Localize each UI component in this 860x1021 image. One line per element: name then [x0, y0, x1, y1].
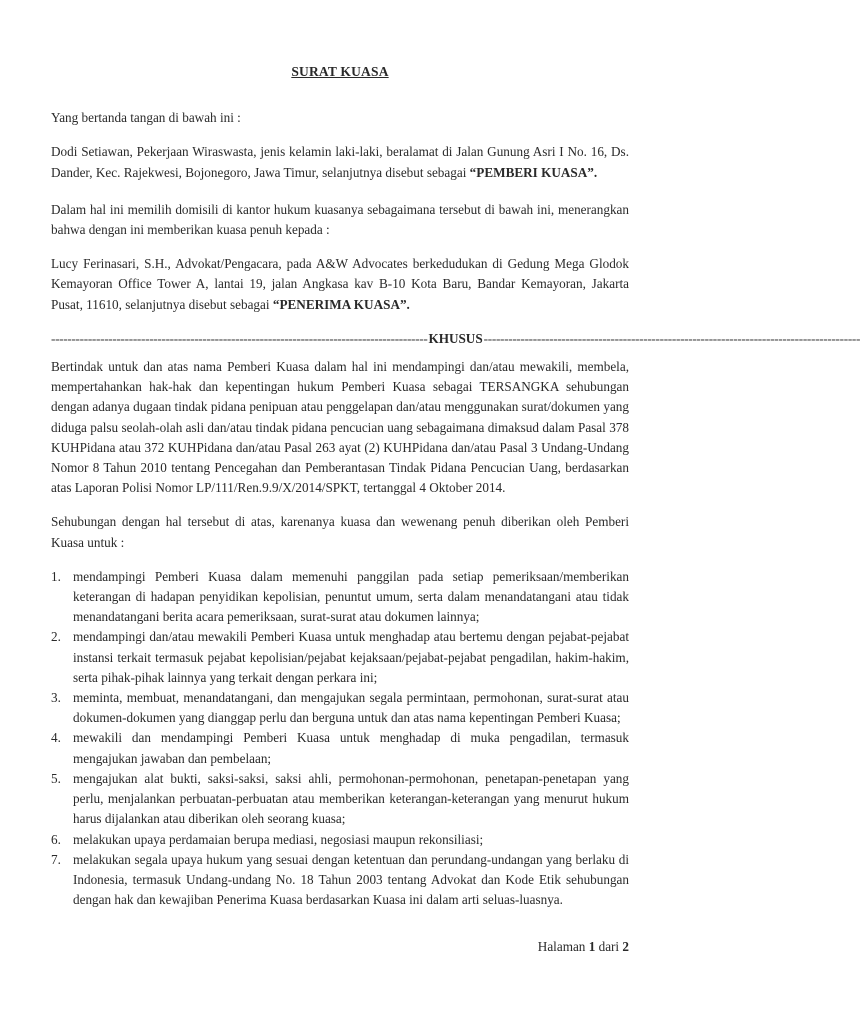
list-item-text: meminta, membuat, menandatangani, dan mengajukan segala permintaan, permohonan, surat-surat atau dokumen-dokumen yang dianggap perlu dan berguna untuk dan atas nama kepentingan Pemberi Kuasa; [73, 690, 629, 726]
list-item [51, 627, 629, 688]
page-number [538, 937, 629, 957]
list-item-text: mendampingi dan/atau mewakili Pemberi Kuasa untuk menghadap atau bertemu dengan pejabat-pejabat instansi terkait termasuk pejabat kepolisian/pejabat kejaksaan/pejabat-pejabat pengadilan, hakim-hakim, serta pihak-pihak lainnya yang terkait dengan perkara ini; [73, 629, 629, 685]
grantor-label: “PEMBERI KUASA”. [469, 164, 598, 180]
grantor-paragraph [51, 142, 629, 182]
document-title: SURAT KUASA [291, 64, 389, 79]
list-item [51, 567, 629, 628]
opening-line: Yang bertanda tangan di bawah ini : [51, 110, 241, 126]
section-divider [51, 329, 860, 349]
divider-dashes-right: -------------------------------------------------------------------------------------------- [483, 330, 860, 346]
page-prefix: Halaman [537, 939, 589, 954]
list-item-text: mendampingi Pemberi Kuasa dalam memenuhi panggilan pada setiap pemeriksaan/memberikan keterangan di hadapan penyidikan kepolisian, penuntut umum, serta dalam menandatangani atau tidak menandatangani berita acara pemeriksaan, surat-surat atau dokumen lainnya; [73, 568, 629, 625]
list-item-text: mewakili dan mendampingi Pemberi Kuasa untuk menghadap di muka pengadilan, termasuk mengajukan jawaban dan pembelaan; [73, 730, 629, 766]
divider-dashes-left: -------------------------------------------------------------------------------------------- [51, 330, 428, 346]
page-separator: dari [595, 939, 623, 954]
list-item [51, 769, 629, 830]
list-item [51, 728, 629, 768]
document-page [51, 62, 860, 910]
list-item-number: 6. [51, 831, 61, 847]
grantor-text: Dodi Setiawan, Pekerjaan Wiraswasta, jenis kelamin laki-laki, beralamat di Jalan Gunung Asri I No. 16, Ds. Dander, Kec. Rajekwesi, Bojonegoro, Jawa Timur, selanjutnya disebut sebagai [51, 144, 629, 180]
list-item [51, 830, 629, 850]
section-label: KHUSUS [428, 330, 483, 346]
list-item-number: 5. [51, 770, 61, 786]
special-paragraph: Bertindak untuk dan atas nama Pemberi Kuasa dalam hal ini mendampingi dan/atau mewakili, membela, mempertahankan hak-hak dan kepentingan hukum Pemberi Kuasa sebagai TERSANGKA sehubungan dengan adanya dugaan tindak pidana penipuan atau penggelapan dan/atau menggunakan surat/dokumen yang diduga palsu seolah-olah asli dan/atau tindak pidana pencucian uang sebagaimana dimaksud dalam Pasal 378 KUHPidana atau 372 KUHPidana dan/atau Pasal 263 ayat (2) KUHPidana dan/atau Pasal 3 Undang-Undang Nomor 8 Tahun 2010 tentang Pencegahan dan Pemberantasan Tindak Pidana Pencucian Uang, berdasarkan atas Laporan Polisi Nomor LP/111/Ren.9.9/X/2014/SPKT, tertanggal 4 Oktober 2014. [51, 359, 629, 496]
page-current: 1 [588, 939, 596, 954]
grantee-label: “PENERIMA KUASA”. [272, 296, 410, 312]
list-item-number: 4. [51, 730, 61, 746]
list-item-number: 2. [51, 629, 61, 645]
list-item-number: 1. [51, 568, 61, 584]
grantee-paragraph [51, 254, 629, 315]
list-item [51, 688, 629, 728]
domicile-paragraph: Dalam hal ini memilih domisili di kantor hukum kuasanya sebagaimana tersebut di bawah ini, menerangkan bahwa dengan ini memberikan kuasa penuh kepada : [51, 201, 629, 238]
powers-intro: Sehubungan dengan hal tersebut di atas, karenanya kuasa dan wewenang penuh diberikan oleh Pemberi Kuasa untuk : [51, 514, 629, 550]
list-item-number: 7. [51, 851, 61, 867]
grantee-text: Lucy Ferinasari, S.H., Advokat/Pengacara, pada A&W Advocates berkedudukan di Gedung Mega Glodok Kemayoran Office Tower A, lantai 19, jalan Angkasa kav B-10 Kota Baru, Bandar Kemayoran, Jakarta Pusat, 11610, selanjutnya disebut sebagai [51, 256, 629, 312]
list-item-text: mengajukan alat bukti, saksi-saksi, saksi ahli, permohonan-permohonan, penetapan-penetapan yang perlu, menjalankan perbuatan-perbuatan atau memberikan keterangan-keterangan yang menurut hukum harus dijalankan atau diberikan oleh seorang kuasa; [73, 770, 629, 827]
page-total: 2 [622, 939, 629, 954]
powers-list [51, 567, 629, 910]
list-item-number: 3. [51, 690, 61, 706]
list-item [51, 850, 629, 911]
list-item-text: melakukan upaya perdamaian berupa mediasi, negosiasi maupun rekonsiliasi; [73, 831, 484, 847]
list-item-text: melakukan segala upaya hukum yang sesuai dengan ketentuan dan perundang-undangan yang berlaku di Indonesia, termasuk Undang-undang No. 18 Tahun 2003 tentang Advokat dan Kode Etik sehubungan dengan hak dan kewajiban Penerima Kuasa berdasarkan Kuasa ini dalam arti seluas-luasnya. [73, 851, 629, 908]
